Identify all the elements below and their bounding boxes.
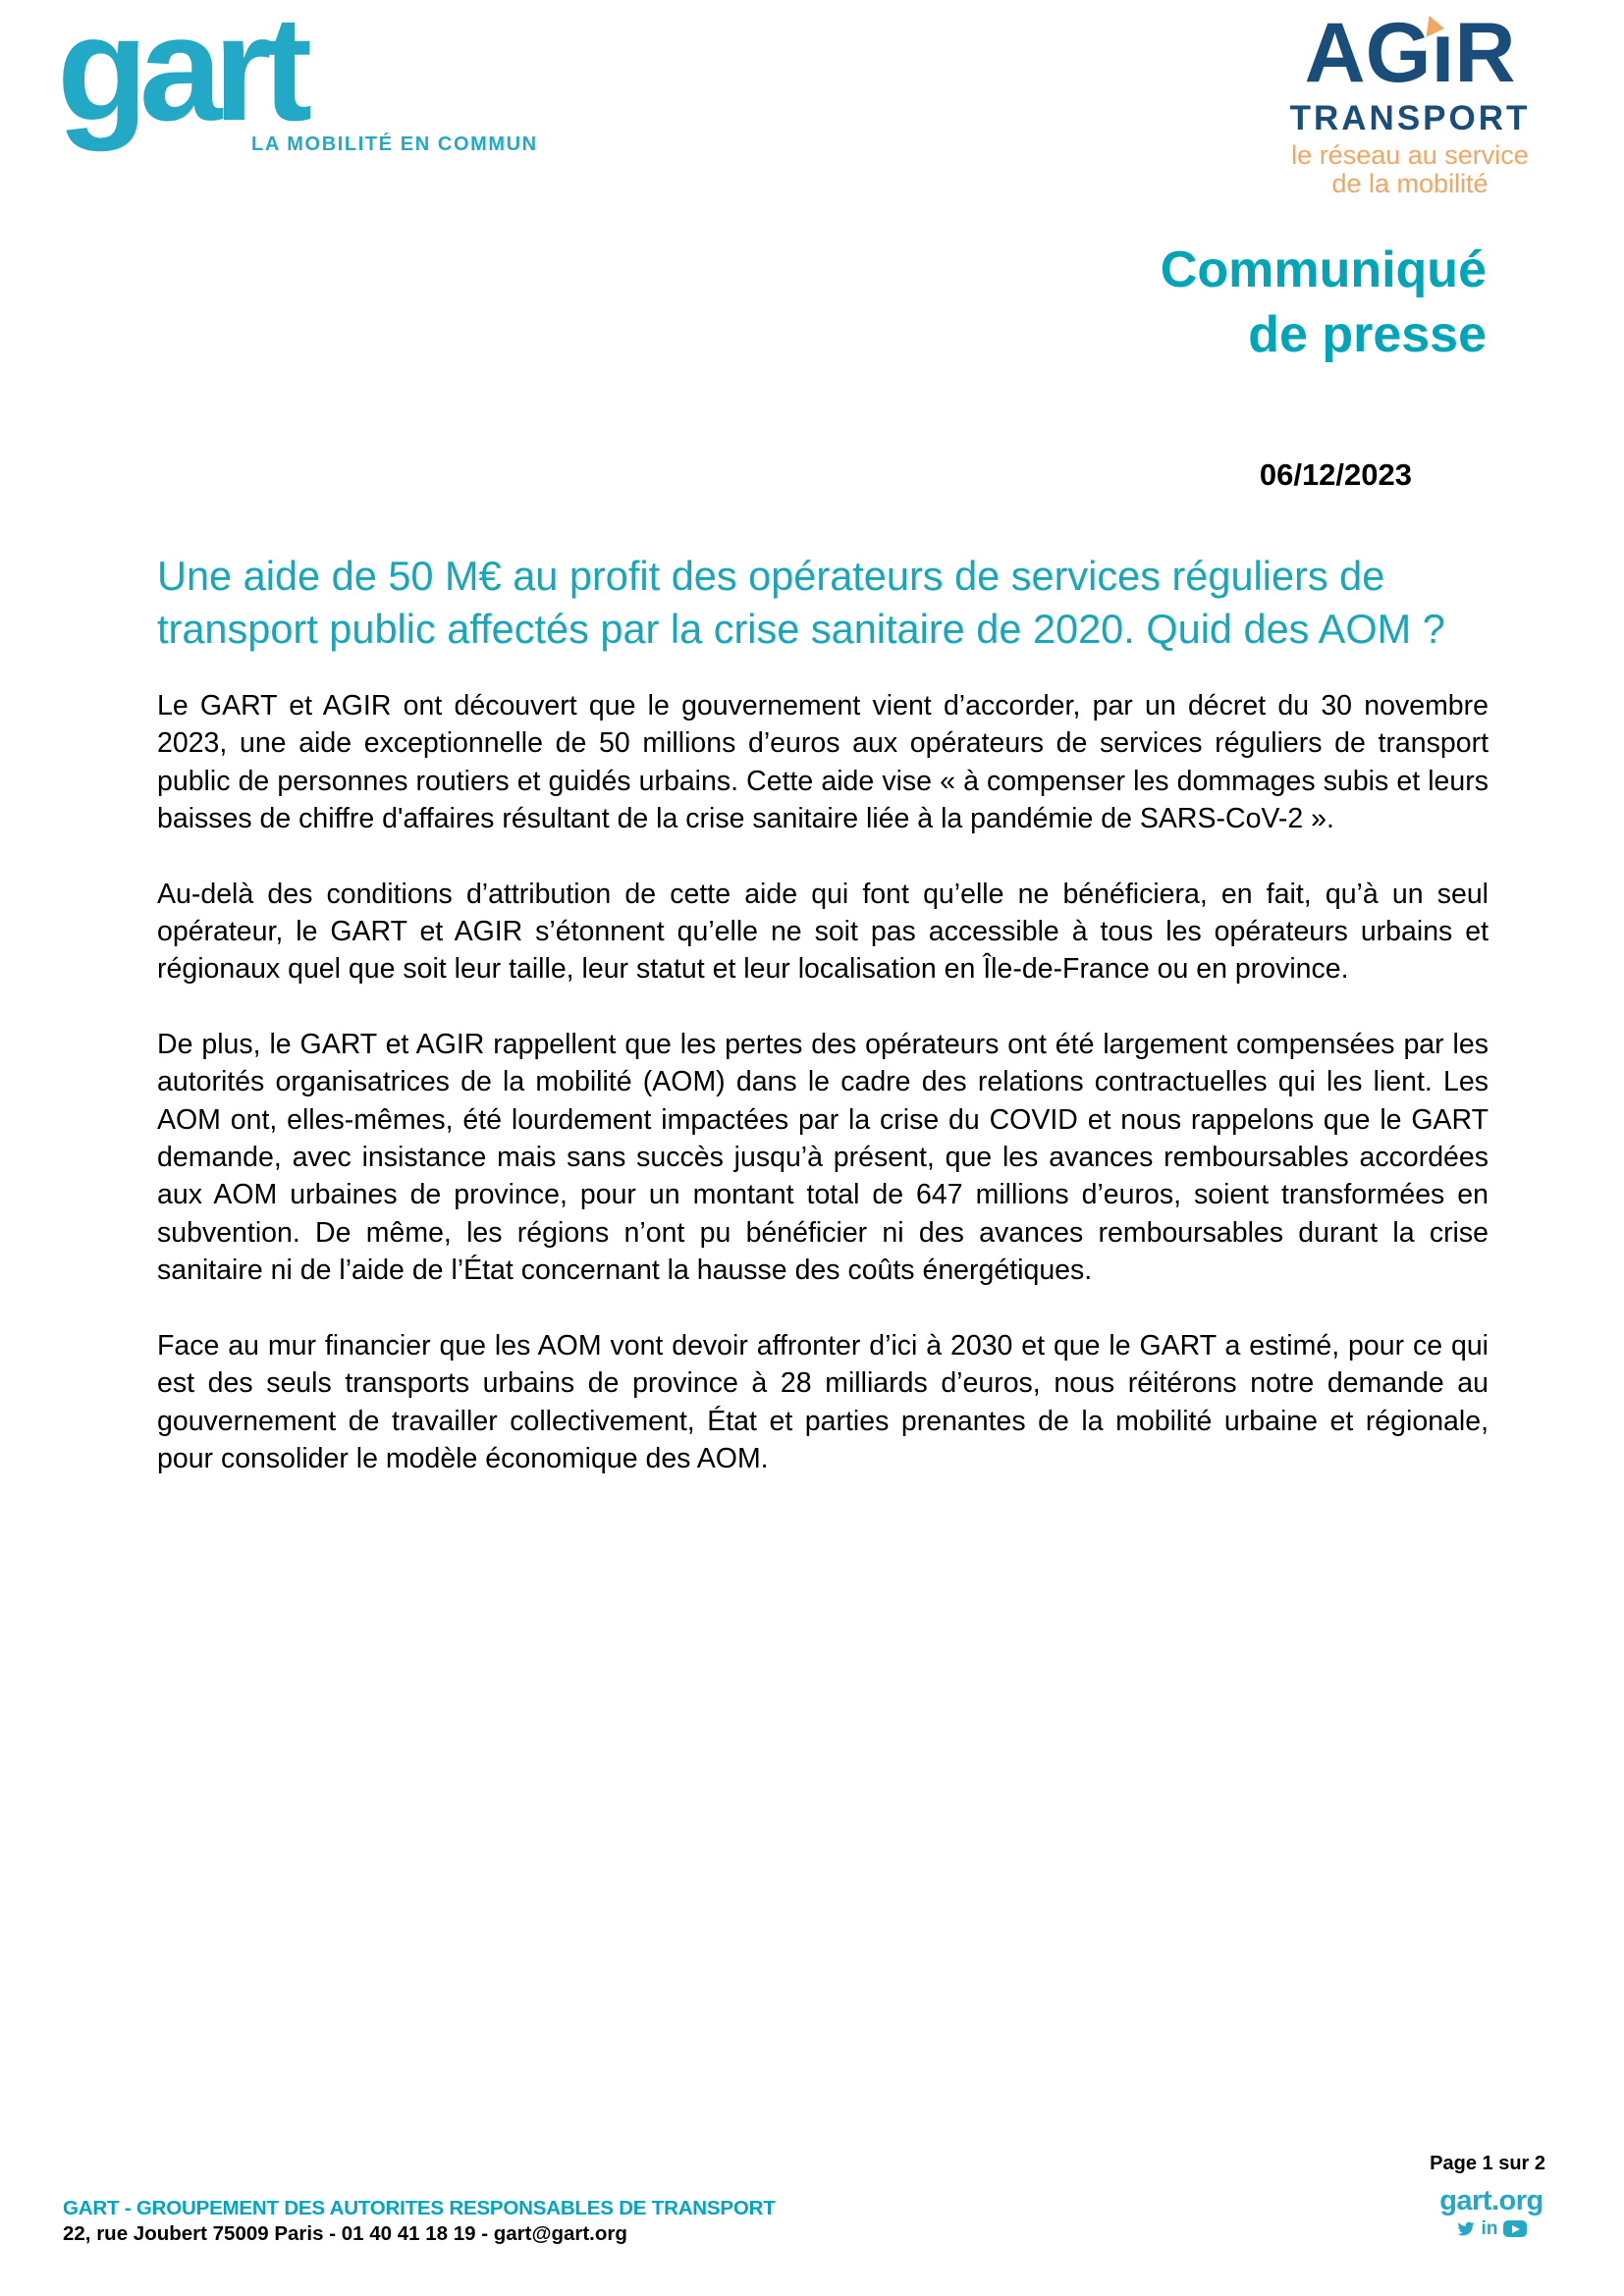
agir-wordmark: [1304, 8, 1515, 98]
agir-subtitle: TRANSPORT: [1289, 99, 1531, 137]
article-paragraph-1: Le GART et AGIR ont découvert que le gouvernement vient d’accorder, par un décret du 30 novembre 2023, une aide exceptionnelle de 50 millions d’euros aux opérateurs de services réguliers de transport public de personnes routiers et guidés urbains. Cette aide vise « à compenser les dommages subis et leurs baisses de chiffre d'affaires résultant de la crise sanitaire liée à la pandémie de SARS-CoV-2 ».: [157, 690, 1489, 835]
youtube-icon[interactable]: [1503, 2220, 1527, 2237]
article-paragraph-2: Au-delà des conditions d’attribution de cette aide qui font qu’elle ne bénéficiera, en fait, qu’à un seul opérateur, le GART et AGIR s’étonnent qu’elle ne soit pas accessible à tous les opérateurs urbains et régionaux quel que soit leur taille, leur statut et leur localisation en Île-de-France ou en province.: [157, 878, 1489, 986]
social-links: [1437, 2220, 1545, 2237]
agir-transport-logo: [1282, 8, 1538, 198]
press-release-date: 06/12/2023: [1259, 457, 1412, 492]
agir-tagline-line1: le réseau au service: [1291, 140, 1529, 170]
document-type-line1: Communiqué: [1160, 241, 1487, 298]
document-type-line2: de presse: [1248, 306, 1487, 363]
article-paragraph-3: De plus, le GART et AGIR rappellent que les pertes des opérateurs ont été largement compensées par les autorités organisatrices de la mobilité (AOM) dans le cadre des relations contractuelles qui les lient. Les AOM ont, elles-mêmes, été lourdement impactées par la crise du COVID et nous rappelons que le GART demande, avec insistance mais sans succès jusqu’à présent, que les avances remboursables accordées aux AOM urbaines de province, pour un montant total de 647 millions d’euros, soient transformées en subvention. De même, les régions n’ont pu bénéficier ni des avances remboursables durant la crise sanitaire ni de l’aide de l’État concernant la hausse des coûts énergétiques.: [157, 1028, 1489, 1287]
footer-right-block: [1437, 2185, 1545, 2237]
linkedin-icon[interactable]: in: [1481, 2218, 1498, 2239]
footer-address: 22, rue Joubert 75009 Paris - 01 40 41 18 19 - gart@gart.org: [63, 2222, 627, 2245]
agir-wordmark-part2: R: [1454, 6, 1516, 100]
agir-wordmark-part1: AG: [1304, 6, 1432, 100]
article-body: [157, 550, 1489, 1477]
agir-tagline-line2: de la mobilité: [1331, 169, 1489, 198]
gart-logo: [57, 0, 538, 155]
gart-tagline: LA MOBILITÉ EN COMMUN: [251, 133, 538, 155]
website-link[interactable]: gart.org: [1439, 2185, 1543, 2216]
document-type-heading: [1161, 238, 1487, 367]
footer-org-name: GART - GROUPEMENT DES AUTORITES RESPONSABLES DE TRANSPORT: [63, 2197, 776, 2219]
gart-wordmark: gart: [57, 0, 304, 152]
article-paragraph-4: Face au mur financier que les AOM vont devoir affronter d’ici à 2030 et que le GART a estimé, pour ce qui est des seuls transports urbains de province à 28 milliards d’euros, nous réitérons notre demande au gouvernement de travailler collectivement, État et parties prenantes de la mobilité urbaine et régionale, pour consolider le modèle économique des AOM.: [157, 1329, 1489, 1474]
page-indicator: Page 1 sur 2: [1430, 2153, 1545, 2174]
agir-tagline: [1282, 141, 1538, 198]
twitter-icon[interactable]: [1456, 2220, 1476, 2237]
article-title: Une aide de 50 M€ au profit des opérateurs de services réguliers de transport public affectés par la crise sanitaire de 2020. Quid des AOM ?: [157, 553, 1445, 652]
agir-wordmark-i: ı: [1431, 8, 1454, 98]
